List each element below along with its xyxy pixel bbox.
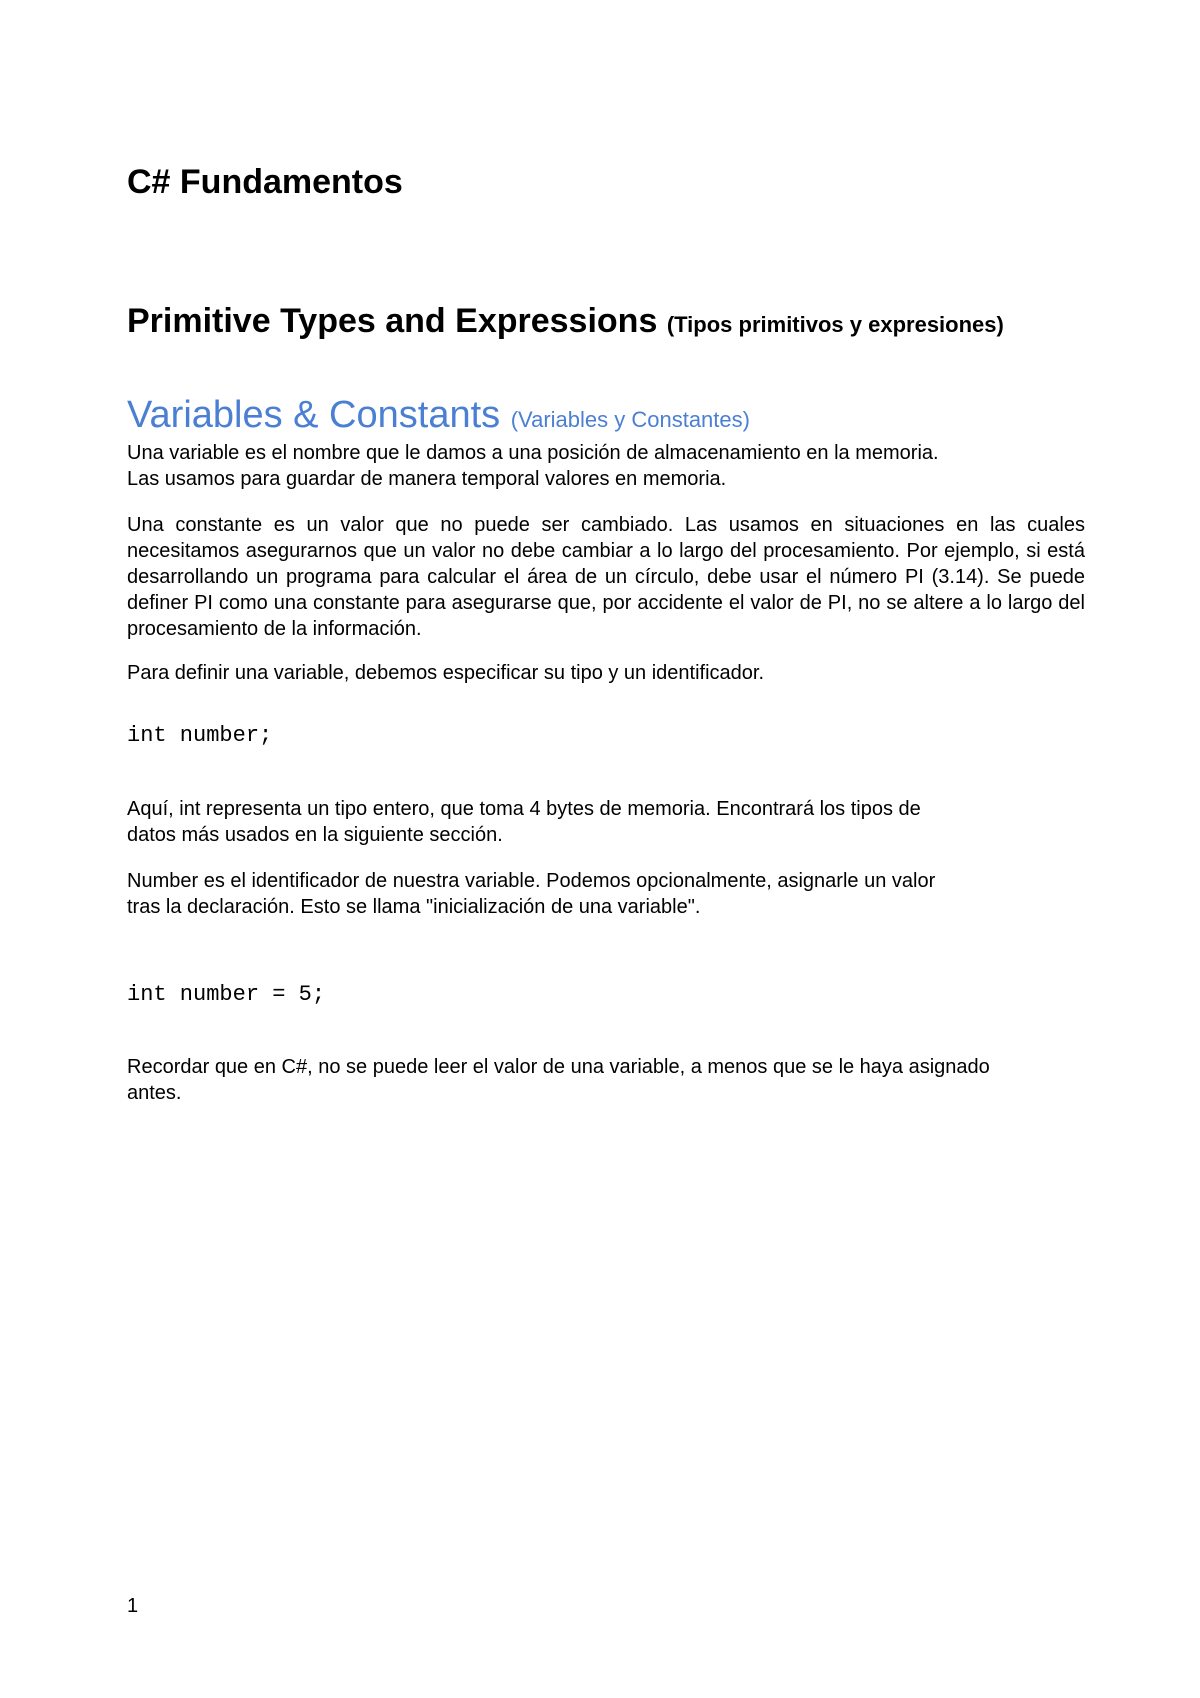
subsection-title: Variables & Constants: [127, 394, 501, 436]
section-subtitle: (Tipos primitivos y expresiones): [666, 312, 1004, 337]
paragraph-reminder: Recordar que en C#, no se puede leer el valor de una variable, a menos que se le haya asignado antes.: [127, 1056, 990, 1104]
paragraph-define-variable: Para definir una variable, debemos especificar su tipo y un identificador.: [127, 662, 765, 684]
paragraph-variable-definition: Una variable es el nombre que le damos a una posición de almacenamiento en la memoria. Las usamos para guardar de manera temporal valores en memoria.: [127, 442, 939, 490]
paragraph-constant-definition: Una constante es un valor que no puede ser cambiado. Las usamos en situaciones en las cuales necesitamos asegurarnos que un valor no debe cambiar a lo largo del procesamiento. Por ejemplo, si está desarrollando un programa para calcular el área de un círculo, debe usar el número PI (3.14). Se puede definer PI como una constante para asegurarse que, por accidente el valor de PI, no se altere a lo largo del procesamiento de la información.: [127, 514, 1085, 640]
code-sample-initialization: int number = 5;: [127, 982, 326, 1007]
subsection-subtitle: (Variables y Constantes): [510, 407, 750, 432]
paragraph-identifier-explanation: Number es el identificador de nuestra variable. Podemos opcionalmente, asignarle un valor tras la declaración. Esto se llama "inicialización de una variable".: [127, 870, 936, 918]
section-heading: [127, 301, 1004, 345]
code-sample-declaration: int number;: [127, 723, 273, 748]
subsection-heading: [127, 393, 750, 442]
page-number: 1: [127, 1595, 139, 1617]
paragraph-int-explanation: Aquí, int representa un tipo entero, que toma 4 bytes de memoria. Encontrará los tipos de datos más usados en la siguiente sección.: [127, 798, 921, 846]
section-title: Primitive Types and Expressions: [127, 302, 658, 340]
document-title: C# Fundamentos: [127, 163, 403, 201]
